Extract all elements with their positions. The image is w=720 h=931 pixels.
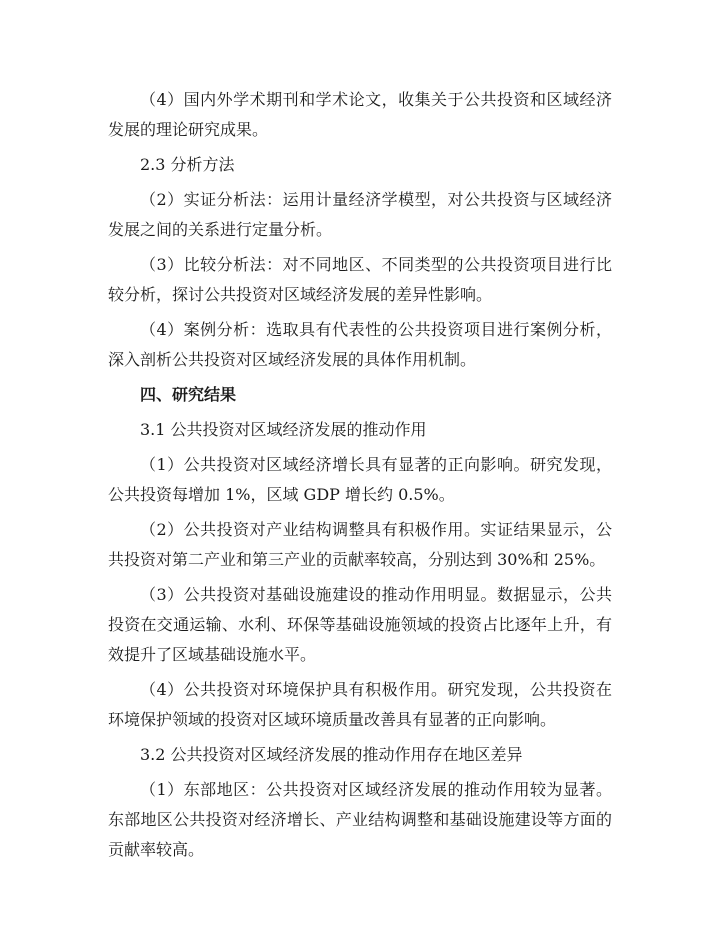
item-3-comparative: （3）比较分析法：对不同地区、不同类型的公共投资项目进行比较分析，探讨公共投资对区域经济发展的差异性影响。 (108, 255, 612, 304)
document-body (108, 85, 612, 870)
section-3-1-title: 3.1 公共投资对区域经济发展的推动作用 (140, 420, 427, 439)
result-3-infrastructure: （3）公共投资对基础设施建设的推动作用明显。数据显示，公共投资在交通运输、水利、环保等基础设施领域的投资占比逐年上升，有效提升了区域基础设施水平。 (108, 585, 612, 664)
section-3-2-title: 3.2 公共投资对区域经济发展的推动作用存在地区差异 (140, 745, 523, 764)
section-4-title: 四、研究结果 (140, 385, 237, 404)
result-4-environment: （4）公共投资对环境保护具有积极作用。研究发现，公共投资在环境保护领域的投资对区域环境质量改善具有显著的正向影响。 (108, 680, 612, 729)
item-4-journals: （4）国内外学术期刊和学术论文，收集关于公共投资和区域经济发展的理论研究成果。 (108, 90, 612, 139)
region-1-east: （1）东部地区：公共投资对区域经济发展的推动作用较为显著。东部地区公共投资对经济增长、产业结构调整和基础设施建设等方面的贡献率较高。 (108, 780, 612, 859)
item-2-empirical: （2）实证分析法：运用计量经济学模型，对公共投资与区域经济发展之间的关系进行定量分析。 (108, 190, 612, 239)
item-4-case: （4）案例分析：选取具有代表性的公共投资项目进行案例分析，深入剖析公共投资对区域经济发展的具体作用机制。 (108, 320, 612, 369)
section-2-3-title: 2.3 分析方法 (140, 155, 235, 174)
result-2-industry: （2）公共投资对产业结构调整具有积极作用。实证结果显示，公共投资对第二产业和第三产业的贡献率较高，分别达到 30%和 25%。 (108, 520, 612, 569)
result-1-growth: （1）公共投资对区域经济增长具有显著的正向影响。研究发现，公共投资每增加 1%，区域 GDP 增长约 0.5%。 (108, 455, 612, 504)
